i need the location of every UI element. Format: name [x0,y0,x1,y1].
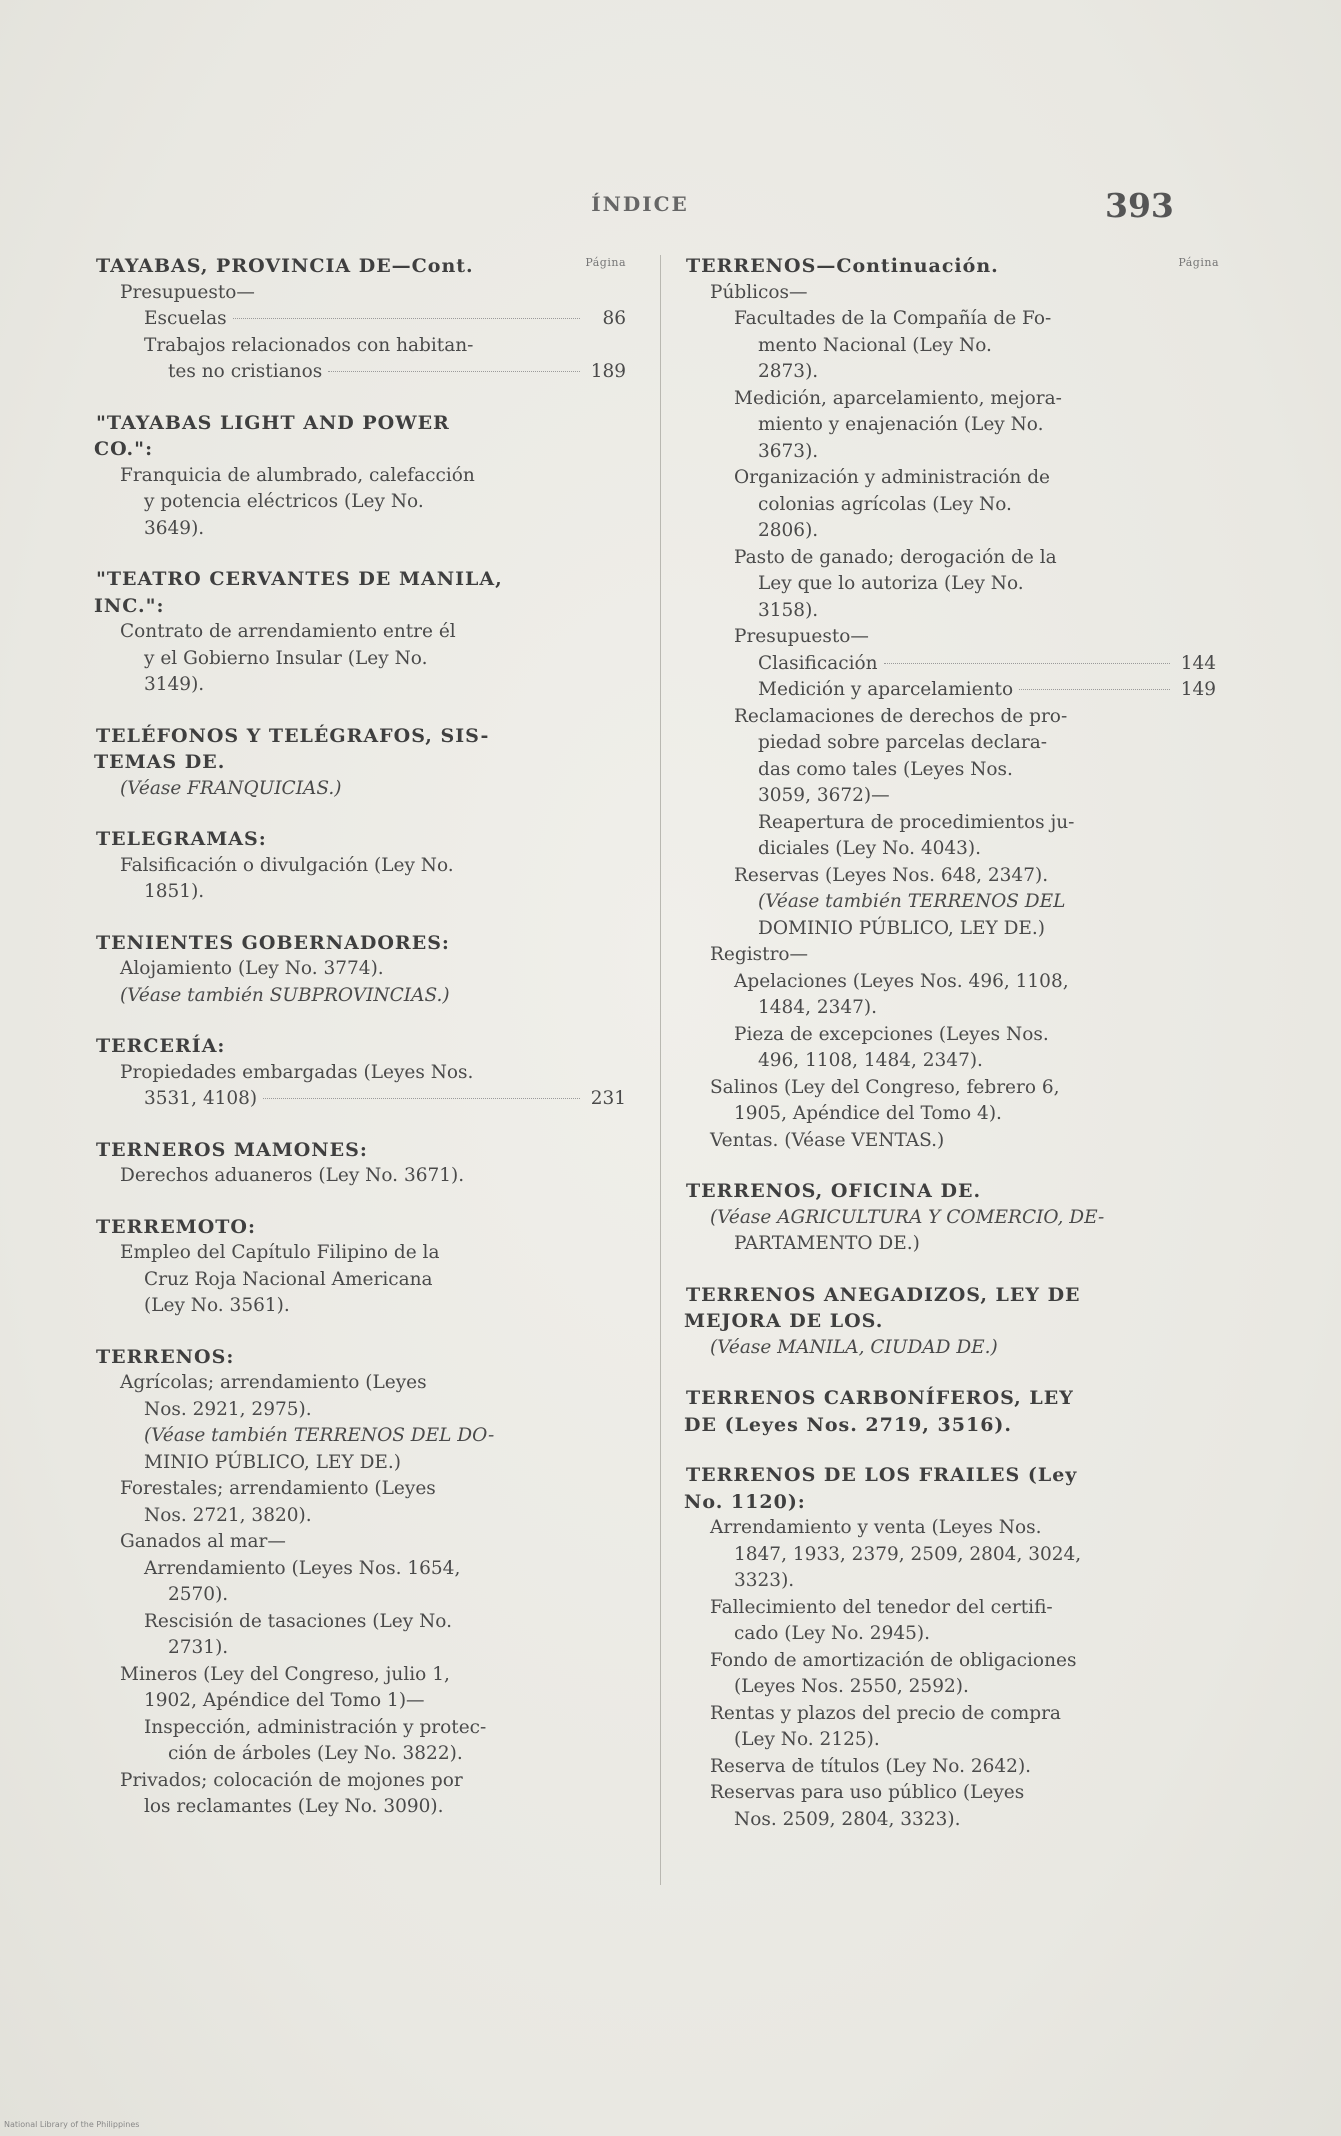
index-entry: 2570). [168,1584,229,1605]
entry-spacer [686,1154,1216,1178]
entry-text: Escuelas [144,308,227,329]
index-entry: (Véase también TERRENOS DEL DO- [144,1425,495,1446]
index-entry: Presupuesto— [120,281,255,303]
index-entry: 1851). [144,881,205,902]
index-entry: Nos. 2921, 2975). [144,1398,312,1420]
index-heading: TERRENOS DE LOS FRAILES (Ley [686,1464,1078,1486]
index-entry: 2873). [758,361,819,382]
index-entry: Nos. 2509, 2804, 3323). [734,1808,961,1830]
column-divider [660,255,661,1885]
index-entry: DOMINIO PÚBLICO, LEY DE.) [758,917,1046,939]
index-entry [96,306,626,333]
entry-spacer [96,802,626,826]
index-entry: diciales (Ley No. 4043). [758,838,982,859]
index-heading: INC.": [94,594,165,617]
index-column-right [684,253,1219,1833]
index-entry [686,677,1216,704]
index-entry: miento y enajenación (Ley No. [758,414,1044,435]
index-entry: Trabajos relacionados con habitan- [144,334,474,356]
index-heading: TERCERÍA: [96,1035,226,1057]
index-entry: Arrendamiento y venta (Leyes Nos. [710,1517,1042,1538]
index-entry: Ganados al mar— [120,1531,286,1552]
index-entry: 1484, 2347). [758,997,878,1018]
index-entry: Pasto de ganado; derogación de la [734,546,1057,568]
index-heading: TELEGRAMAS: [96,828,267,850]
index-entry: Reapertura de procedimientos ju- [758,811,1075,833]
index-entry: y potencia eléctricos (Ley No. [144,491,424,512]
index-entry: 2731). [168,1637,229,1658]
index-entry: Pieza de excepciones (Leyes Nos. [734,1023,1049,1045]
index-entry: (Leyes Nos. 2550, 2592). [734,1676,969,1697]
index-heading: DE (Leyes Nos. 2719, 3516). [684,1413,1013,1436]
index-heading: TERNEROS MAMONES: [96,1138,368,1161]
index-entry: colonias agrícolas (Ley No. [758,493,1012,515]
index-entry: 496, 1108, 1484, 2347). [758,1050,983,1071]
index-entry: Facultades de la Compañía de Fo- [734,308,1052,329]
index-entry: 3649). [144,517,205,539]
index-heading: TERRENOS, OFICINA DE. [686,1180,982,1202]
entry-page-number: 149 [1180,679,1216,700]
entry-spacer [686,1258,1216,1282]
index-entry: Medición, aparcelamiento, mejora- [734,387,1062,409]
index-entry: (Véase FRANQUICIAS.) [120,777,342,799]
index-entry: los reclamantes (Ley No. 3090). [144,1796,444,1817]
index-entry: (Véase MANILA, CIUDAD DE.) [710,1336,998,1358]
index-entry: 3149). [144,674,205,695]
index-entry: Salinos (Ley del Congreso, febrero 6, [710,1076,1060,1098]
index-entry: das como tales (Leyes Nos. [758,758,1013,780]
index-entry: (Ley No. 2125). [734,1729,880,1750]
dot-leader [884,663,1170,664]
index-entry: y el Gobierno Insular (Ley No. [144,647,428,669]
index-entry: 3158). [758,599,819,621]
index-heading: TERRENOS: [96,1345,235,1368]
index-entry: Contrato de arrendamiento entre él [120,621,456,642]
entry-page-number: 231 [590,1088,626,1109]
index-heading: TEMAS DE. [94,751,226,773]
entry-page-number: 86 [602,308,626,329]
entry-spacer [96,1320,626,1344]
index-entry: Fondo de amortización de obligaciones [710,1649,1077,1671]
dot-leader [233,318,580,319]
entry-spacer [96,542,626,566]
entry-spacer [96,1190,626,1214]
entry-text: Clasificación [758,652,878,674]
index-entry: Alojamiento (Ley No. 3774). [120,958,384,979]
entry-page-number: 144 [1180,652,1216,674]
index-entry: Ventas. (Véase VENTAS.) [710,1129,945,1151]
index-entry: Reserva de títulos (Ley No. 2642). [710,1755,1032,1777]
index-heading: TERRENOS CARBONÍFEROS, LEY [686,1387,1074,1409]
dot-leader [328,371,580,372]
index-entry: piedad sobre parcelas declara- [758,732,1048,753]
entry-spacer [96,1009,626,1033]
index-entry: Ley que lo autoriza (Ley No. [758,573,1024,594]
index-entry: Derechos aduaneros (Ley No. 3671). [120,1165,465,1186]
pagina-label-right: Página [1178,256,1219,269]
pagina-label-left: Página [585,256,626,269]
index-entry: 2806). [758,520,819,541]
entry-spacer [686,1361,1216,1385]
entry-page-number: 189 [590,361,626,382]
index-entry: Registro— [710,944,809,965]
index-entry: Propiedades embargadas (Leyes Nos. [120,1061,474,1083]
index-heading: TENIENTES GOBERNADORES: [96,931,450,954]
entry-text: tes no cristianos [168,361,323,382]
page-title: ÍNDICE [591,192,689,216]
index-entry: Apelaciones (Leyes Nos. 496, 1108, [734,970,1069,992]
index-entry: Reclamaciones de derechos de pro- [734,705,1068,727]
index-entry: (Véase también TERRENOS DEL [758,891,1066,912]
index-entry: Organización y administración de [734,467,1050,488]
index-heading: No. 1120): [684,1490,806,1513]
entry-spacer [96,906,626,930]
index-entry: 1847, 1933, 2379, 2509, 2804, 3024, [734,1543,1082,1565]
index-entry [96,359,626,386]
index-heading: TERRENOS ANEGADIZOS, LEY DE [686,1283,1081,1306]
index-entry: Franquicia de alumbrado, calefacción [120,464,475,486]
index-entry: (Ley No. 3561). [144,1295,290,1316]
index-entry: Inspección, administración y protec- [144,1716,487,1738]
index-entry: Rentas y plazos del precio de compra [710,1702,1061,1724]
index-heading: "TEATRO CERVANTES DE MANILA, [96,568,503,590]
index-entry: Falsificación o divulgación (Ley No. [120,854,454,876]
entry-spacer [96,699,626,723]
index-entry: Presupuesto— [734,626,869,647]
index-entry [96,1086,626,1113]
index-entry: 1905, Apéndice del Tomo 4). [734,1103,1002,1124]
index-entry: Nos. 2721, 3820). [144,1504,312,1526]
index-entry: PARTAMENTO DE.) [734,1233,920,1254]
index-entry: Rescisión de tasaciones (Ley No. [144,1610,452,1632]
index-entry: Mineros (Ley del Congreso, julio 1, [120,1663,450,1685]
index-heading: TERRENOS—Continuación. [686,255,999,277]
dot-leader [263,1098,580,1099]
page-number: 393 [1105,186,1174,225]
index-entry: Reservas (Leyes Nos. 648, 2347). [734,864,1049,886]
index-entry: cado (Ley No. 2945). [734,1623,930,1644]
entry-spacer [96,386,626,410]
index-heading: CO.": [94,438,154,460]
index-entry: Fallecimiento del tenedor del certifi- [710,1596,1053,1618]
index-entry: mento Nacional (Ley No. [758,334,992,356]
index-entry: 3059, 3672)— [758,785,890,806]
index-heading: TAYABAS, PROVINCIA DE—Cont. [96,255,474,277]
entry-spacer [96,1113,626,1137]
index-heading: "TAYABAS LIGHT AND POWER [96,411,450,434]
index-entry: Forestales; arrendamiento (Leyes [120,1478,436,1499]
index-heading: TERREMOTO: [96,1215,256,1238]
index-entry: (Véase también SUBPROVINCIAS.) [120,984,450,1006]
dot-leader [1019,689,1170,690]
entry-text: 3531, 4108) [144,1088,258,1109]
index-entry: 3673). [758,440,819,462]
index-entry: Arrendamiento (Leyes Nos. 1654, [144,1557,461,1579]
footer-credit: National Library of the Philippines [4,2120,140,2129]
index-entry: Privados; colocación de mojones por [120,1769,463,1791]
index-entry: MINIO PÚBLICO, LEY DE.) [144,1451,402,1473]
index-column-left [96,253,626,1821]
index-entry: 1902, Apéndice del Tomo 1)— [144,1690,425,1711]
index-entry: ción de árboles (Ley No. 3822). [168,1743,463,1764]
index-entry: Públicos— [710,281,808,303]
index-entry [686,651,1216,678]
index-heading: TELÉFONOS Y TELÉGRAFOS, SIS- [96,724,490,747]
index-entry: (Véase AGRICULTURA Y COMERCIO, DE- [710,1206,1105,1228]
index-heading: MEJORA DE LOS. [684,1310,884,1332]
index-entry: 3323). [734,1570,795,1591]
index-entry: Empleo del Capítulo Filipino de la [120,1242,440,1263]
index-entry: Cruz Roja Nacional Americana [144,1268,433,1290]
entry-text: Medición y aparcelamiento [758,679,1014,700]
index-entry: Agrícolas; arrendamiento (Leyes [120,1372,427,1393]
entry-spacer [686,1438,1216,1462]
index-entry: Reservas para uso público (Leyes [710,1782,1025,1803]
